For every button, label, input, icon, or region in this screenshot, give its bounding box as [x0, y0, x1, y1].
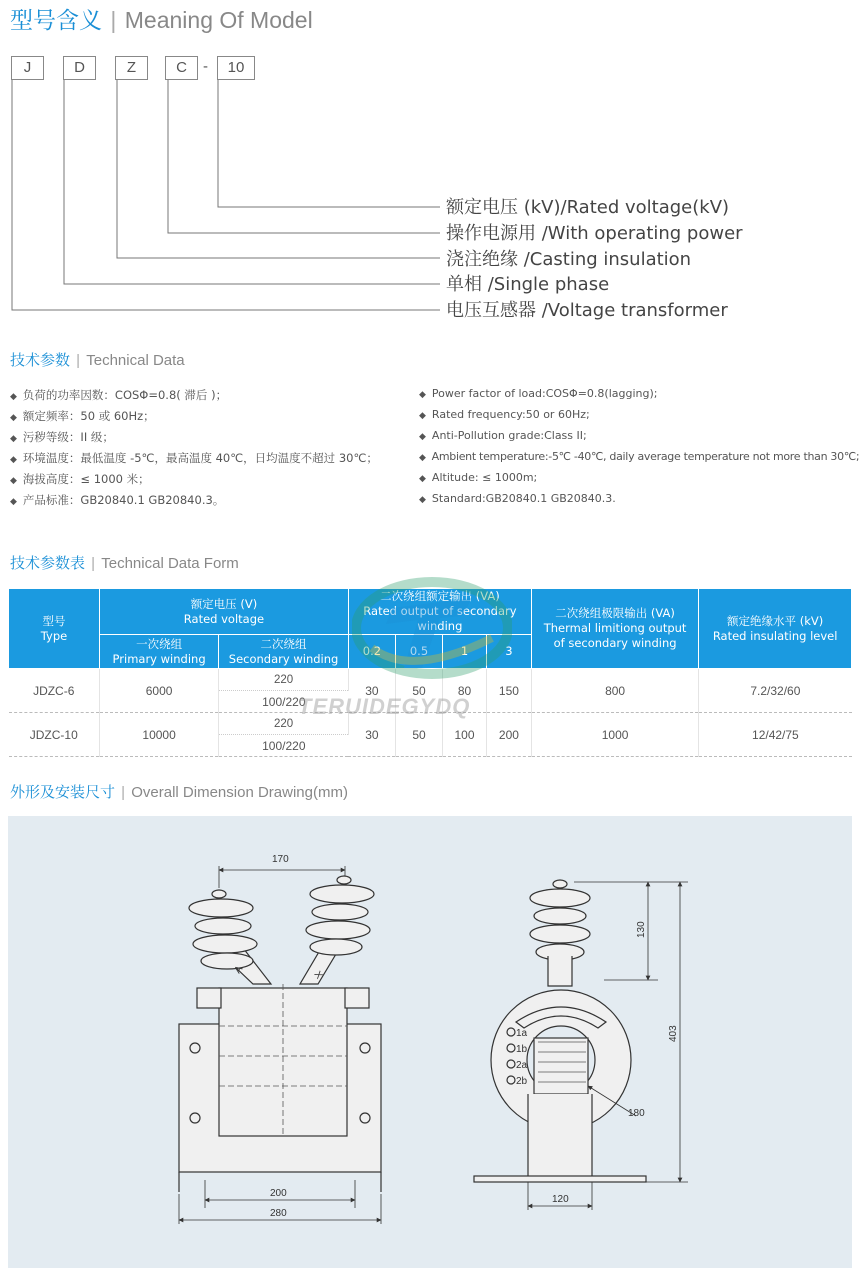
divider: |	[104, 7, 123, 33]
bullet-icon: ◆	[10, 476, 17, 486]
title-en: Overall Dimension Drawing(mm)	[131, 784, 348, 801]
title-en: Meaning Of Model	[124, 7, 313, 33]
header-text: 一次绕组	[136, 636, 183, 651]
cell-primary: 6000	[99, 669, 218, 713]
header-rated-output	[348, 589, 531, 635]
code-box-c: C	[165, 56, 198, 80]
title-cn: 技术参数	[10, 351, 71, 369]
bullet-icon: ◆	[10, 455, 17, 465]
code-box-z: Z	[115, 56, 148, 80]
spec-text: Ambient temperature:-5℃ -40℃, daily average temperature not more than 30℃;	[431, 450, 860, 463]
cell-output: 30	[348, 713, 395, 757]
dim-130: 130	[636, 921, 647, 938]
spec-en-item	[419, 387, 657, 400]
header-primary-winding	[99, 635, 218, 669]
divider: |	[72, 352, 85, 369]
cell-thermal: 1000	[531, 713, 698, 757]
header-text: 型号	[42, 613, 66, 628]
header-text: Type	[40, 628, 68, 643]
cell-insulation: 7.2/32/60	[699, 669, 852, 713]
section-title-drawing	[10, 781, 348, 802]
body-lug-left	[197, 988, 221, 1008]
divider: |	[87, 555, 100, 572]
dimension-drawing-panel	[8, 816, 852, 1268]
bullet-icon: ◆	[419, 390, 426, 400]
dim-180: 180	[628, 1108, 645, 1119]
header-text: Secondary winding	[228, 651, 339, 666]
cell-secondary: 100/220	[219, 735, 349, 757]
cell-secondary: 100/220	[219, 691, 349, 713]
cell-insulation: 12/42/75	[699, 713, 852, 757]
cell-type: JDZC-10	[9, 713, 100, 757]
core-block	[534, 1038, 588, 1094]
title-cn: 型号含义	[10, 8, 102, 34]
front-view	[179, 876, 381, 1192]
bullet-icon: ◆	[419, 411, 426, 421]
spec-text: 产品标准：GB20840.1 GB20840.3。	[22, 493, 225, 507]
bullet-icon: ◆	[10, 497, 17, 507]
header-text: 二次绕组极限输出 (VA)	[555, 606, 675, 620]
body-lug-right	[345, 988, 369, 1008]
meaning-operating-power: 操作电源用 /With operating power	[446, 223, 743, 244]
bullet-icon: ◆	[419, 453, 426, 463]
divider: |	[117, 784, 130, 801]
spec-cn-item	[10, 450, 378, 466]
code-box-j: J	[11, 56, 44, 80]
bolt-hole	[360, 1113, 370, 1123]
section-title-form	[10, 552, 239, 573]
cell-output: 80	[443, 669, 487, 713]
bullet-icon: ◆	[10, 413, 17, 423]
title-cn: 外形及安装尺寸	[10, 783, 116, 801]
code-box-d: D	[63, 56, 96, 80]
side-view	[474, 880, 646, 1182]
cell-output: 30	[348, 669, 395, 713]
spec-text: Rated frequency:50 or 60Hz;	[431, 408, 590, 421]
terminal-1b: 1b	[516, 1044, 528, 1055]
bolt-hole	[190, 1043, 200, 1053]
spec-en-item	[419, 471, 537, 484]
header-secondary-winding	[219, 635, 349, 669]
spec-text: 海拔高度：≤ 1000 米；	[22, 472, 150, 486]
cell-output: 150	[486, 669, 531, 713]
header-rated-voltage	[99, 589, 348, 635]
side-base	[474, 1176, 646, 1182]
model-leader-lines	[0, 0, 860, 330]
cell-output: 200	[486, 713, 531, 757]
bullet-icon: ◆	[419, 495, 426, 505]
spec-text: Standard:GB20840.1 GB20840.3.	[431, 492, 616, 505]
table-row	[9, 669, 852, 691]
spec-text: 环境温度：最低温度 -5℃，最高温度 40℃，日均温度不超过 30℃；	[22, 451, 378, 465]
cell-output: 50	[395, 669, 442, 713]
cell-output: 50	[395, 713, 442, 757]
header-text: Thermal limitiong output	[543, 621, 687, 635]
header-text: 二次绕组额定输出 (VA)	[380, 589, 500, 603]
dim-200: 200	[270, 1188, 287, 1199]
cell-secondary: 220	[219, 713, 349, 735]
header-text: 额定绝缘水平 (kV)	[727, 613, 824, 628]
code-dash: -	[203, 58, 208, 75]
spec-cn-item	[10, 471, 150, 487]
bolt-hole	[190, 1113, 200, 1123]
header-text: Rated insulating level	[712, 628, 838, 643]
meaning-single-phase: 单相 /Single phase	[446, 274, 610, 295]
spec-en-item	[419, 450, 859, 463]
insulator-left	[189, 890, 257, 969]
bolt-hole	[360, 1043, 370, 1053]
insulator-right	[306, 876, 374, 955]
spec-text: 额定频率：50 或 60Hz；	[22, 409, 155, 423]
header-text: Rated output of secondary winding	[363, 604, 517, 633]
dim-280: 280	[270, 1208, 287, 1219]
bullet-icon: ◆	[419, 474, 426, 484]
title-en: Technical Data Form	[101, 555, 239, 572]
dimension-drawing	[8, 816, 852, 1268]
terminal-2a: 2a	[516, 1060, 528, 1071]
spec-en-item	[419, 492, 616, 505]
spec-cn-item	[10, 429, 114, 445]
cell-thermal: 800	[531, 669, 698, 713]
spec-text: Altitude: ≤ 1000m;	[431, 471, 538, 484]
spec-en-item	[419, 408, 590, 421]
meaning-rated-voltage: 额定电压 (kV)/Rated voltage(kV)	[446, 197, 730, 218]
header-class-1: 1	[443, 635, 487, 669]
header-class-3: 3	[486, 635, 531, 669]
spec-text: 负荷的功率因数：COSΦ=0.8( 滞后 )；	[22, 388, 228, 402]
header-insulating-level	[699, 589, 852, 669]
header-text: 二次绕组	[260, 636, 307, 651]
side-stand	[528, 1094, 592, 1178]
mark-x: X	[311, 969, 325, 982]
spec-cn-item	[10, 408, 155, 424]
bullet-icon: ◆	[419, 432, 426, 442]
mark-a: A	[232, 963, 246, 976]
cell-primary: 10000	[99, 713, 218, 757]
spec-cn-item	[10, 492, 224, 508]
title-cn: 技术参数表	[10, 554, 86, 572]
header-class-0-2: 0.2	[348, 635, 395, 669]
technical-data-table	[8, 588, 852, 757]
title-en: Technical Data	[86, 352, 185, 369]
header-text: 额定电压 (V)	[190, 596, 258, 611]
bullet-icon: ◆	[10, 392, 17, 402]
spec-cn-item	[10, 387, 227, 403]
section-title-tech	[10, 349, 185, 370]
header-text: Rated voltage	[183, 611, 265, 626]
terminal-2b: 2b	[516, 1076, 528, 1087]
spec-text: Anti-Pollution grade:Class II;	[431, 429, 587, 442]
dim-403: 403	[668, 1025, 679, 1042]
header-text: Primary winding	[112, 651, 206, 666]
header-thermal-output	[531, 589, 698, 669]
code-box-voltage: 10	[217, 56, 255, 80]
header-class-0-5: 0.5	[395, 635, 442, 669]
cell-type: JDZC-6	[9, 669, 100, 713]
watermark-text: TERUIDEGYDQ	[298, 694, 471, 719]
header-text: of secondary winding	[553, 636, 677, 650]
cell-secondary: 220	[219, 669, 349, 691]
terminal-1a: 1a	[516, 1028, 528, 1039]
dim-170: 170	[272, 854, 289, 865]
spec-text: 污秽等级：II 级；	[22, 430, 114, 444]
cell-output: 100	[443, 713, 487, 757]
spec-en-item	[419, 429, 587, 442]
bullet-icon: ◆	[10, 434, 17, 444]
header-type	[9, 589, 100, 669]
spec-text: Power factor of load:COSΦ=0.8(lagging);	[431, 387, 658, 400]
meaning-casting-insulation: 浇注绝缘 /Casting insulation	[446, 249, 692, 270]
meaning-voltage-transformer: 电压互感器 /Voltage transformer	[446, 300, 728, 321]
dim-120: 120	[552, 1194, 569, 1205]
